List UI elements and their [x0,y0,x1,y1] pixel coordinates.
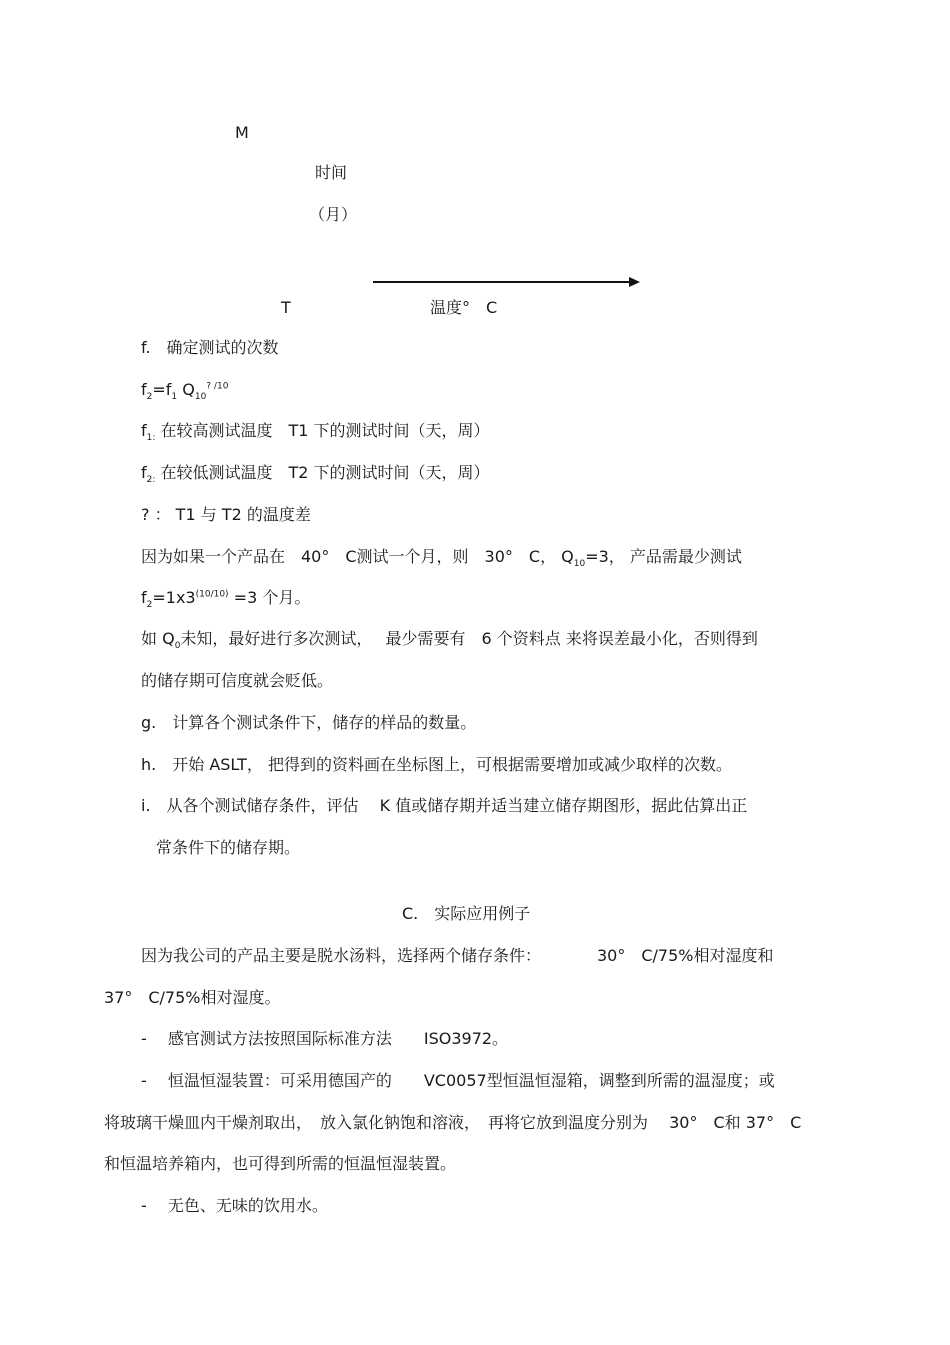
bullet-drinking-water: - 无色、无味的饮用水。 [141,1196,328,1215]
q10-unknown-line-1: 如 $Q_0$未知，最好进行多次测试， 最少需要有 6 个资料点 来将误差最小化，否则得到 [141,629,758,652]
section-c-paragraph-line-1: 因为我公司的产品主要是脱水汤料，选择两个储存条件： 30° C/75%相对湿度和 [141,946,774,965]
bullet-sensory-test: - 感官测试方法按照国际标准方法 ISO3972。 [141,1029,509,1048]
step-h: h. 开始 ASLT， 把得到的资料画在坐标图上，可根据需要增加或减少取样的次数。 [141,755,732,774]
step-i-line-1: i. 从各个测试储存条件，评估 K 值或储存期并适当建立储存期图形，据此估算出正 [141,796,748,815]
axis-label-temperature: 温度° C [430,298,498,317]
f1-definition: $f_{1:}$ 在较高测试温度 T1 下的测试时间（天，周） [141,421,490,444]
axis-label-time: 时间 [315,163,348,182]
formula-f2: $f_2=f_1$ $Q_{10}^{? /10}$ [141,380,229,403]
delta-definition: ? ： T1 与 T2 的温度差 [141,505,311,524]
step-f-title: f. 确定测试的次数 [141,338,279,357]
f2-definition: $f_{2:}$ 在较低测试温度 T2 下的测试时间（天，周） [141,463,490,486]
step-i-line-2: 常条件下的储存期。 [156,838,301,857]
section-c-heading: C. 实际应用例子 [402,904,531,923]
section-c-paragraph-line-2: 37° C/75%相对湿度。 [104,988,281,1007]
arrow-head-icon [629,277,640,287]
step-g: g. 计算各个测试条件下，储存的样品的数量。 [141,713,477,732]
bullet-climate-chamber-line-1: - 恒温恒湿装置：可采用德国产的 VC0057型恒温恒湿箱，调整到所需的温湿度；或 [141,1071,775,1090]
axis-label-month: （月） [309,205,358,224]
q10-unknown-line-2: 的储存期可信度就会贬低。 [141,671,334,690]
bullet-climate-chamber-line-3: 和恒温培养箱内，也可得到所需的恒温恒湿装置。 [104,1154,457,1173]
bullet-climate-chamber-line-2: 将玻璃干燥皿内干燥剂取出， 放入氯化钠饱和溶液， 再将它放到温度分别为 30° C和 37° C [104,1113,802,1132]
axis-label-m: M [235,123,249,142]
x-axis-arrow-line [373,281,631,283]
axis-label-t: T [281,298,291,317]
result-line: $f_2=1x3^{(10/10)} =3$ 个月。 [141,588,311,611]
example-line: 因为如果一个产品在 40° C测试一个月，则 30° C， $Q_{10}=3$， 产品需最少测试 [141,547,742,570]
